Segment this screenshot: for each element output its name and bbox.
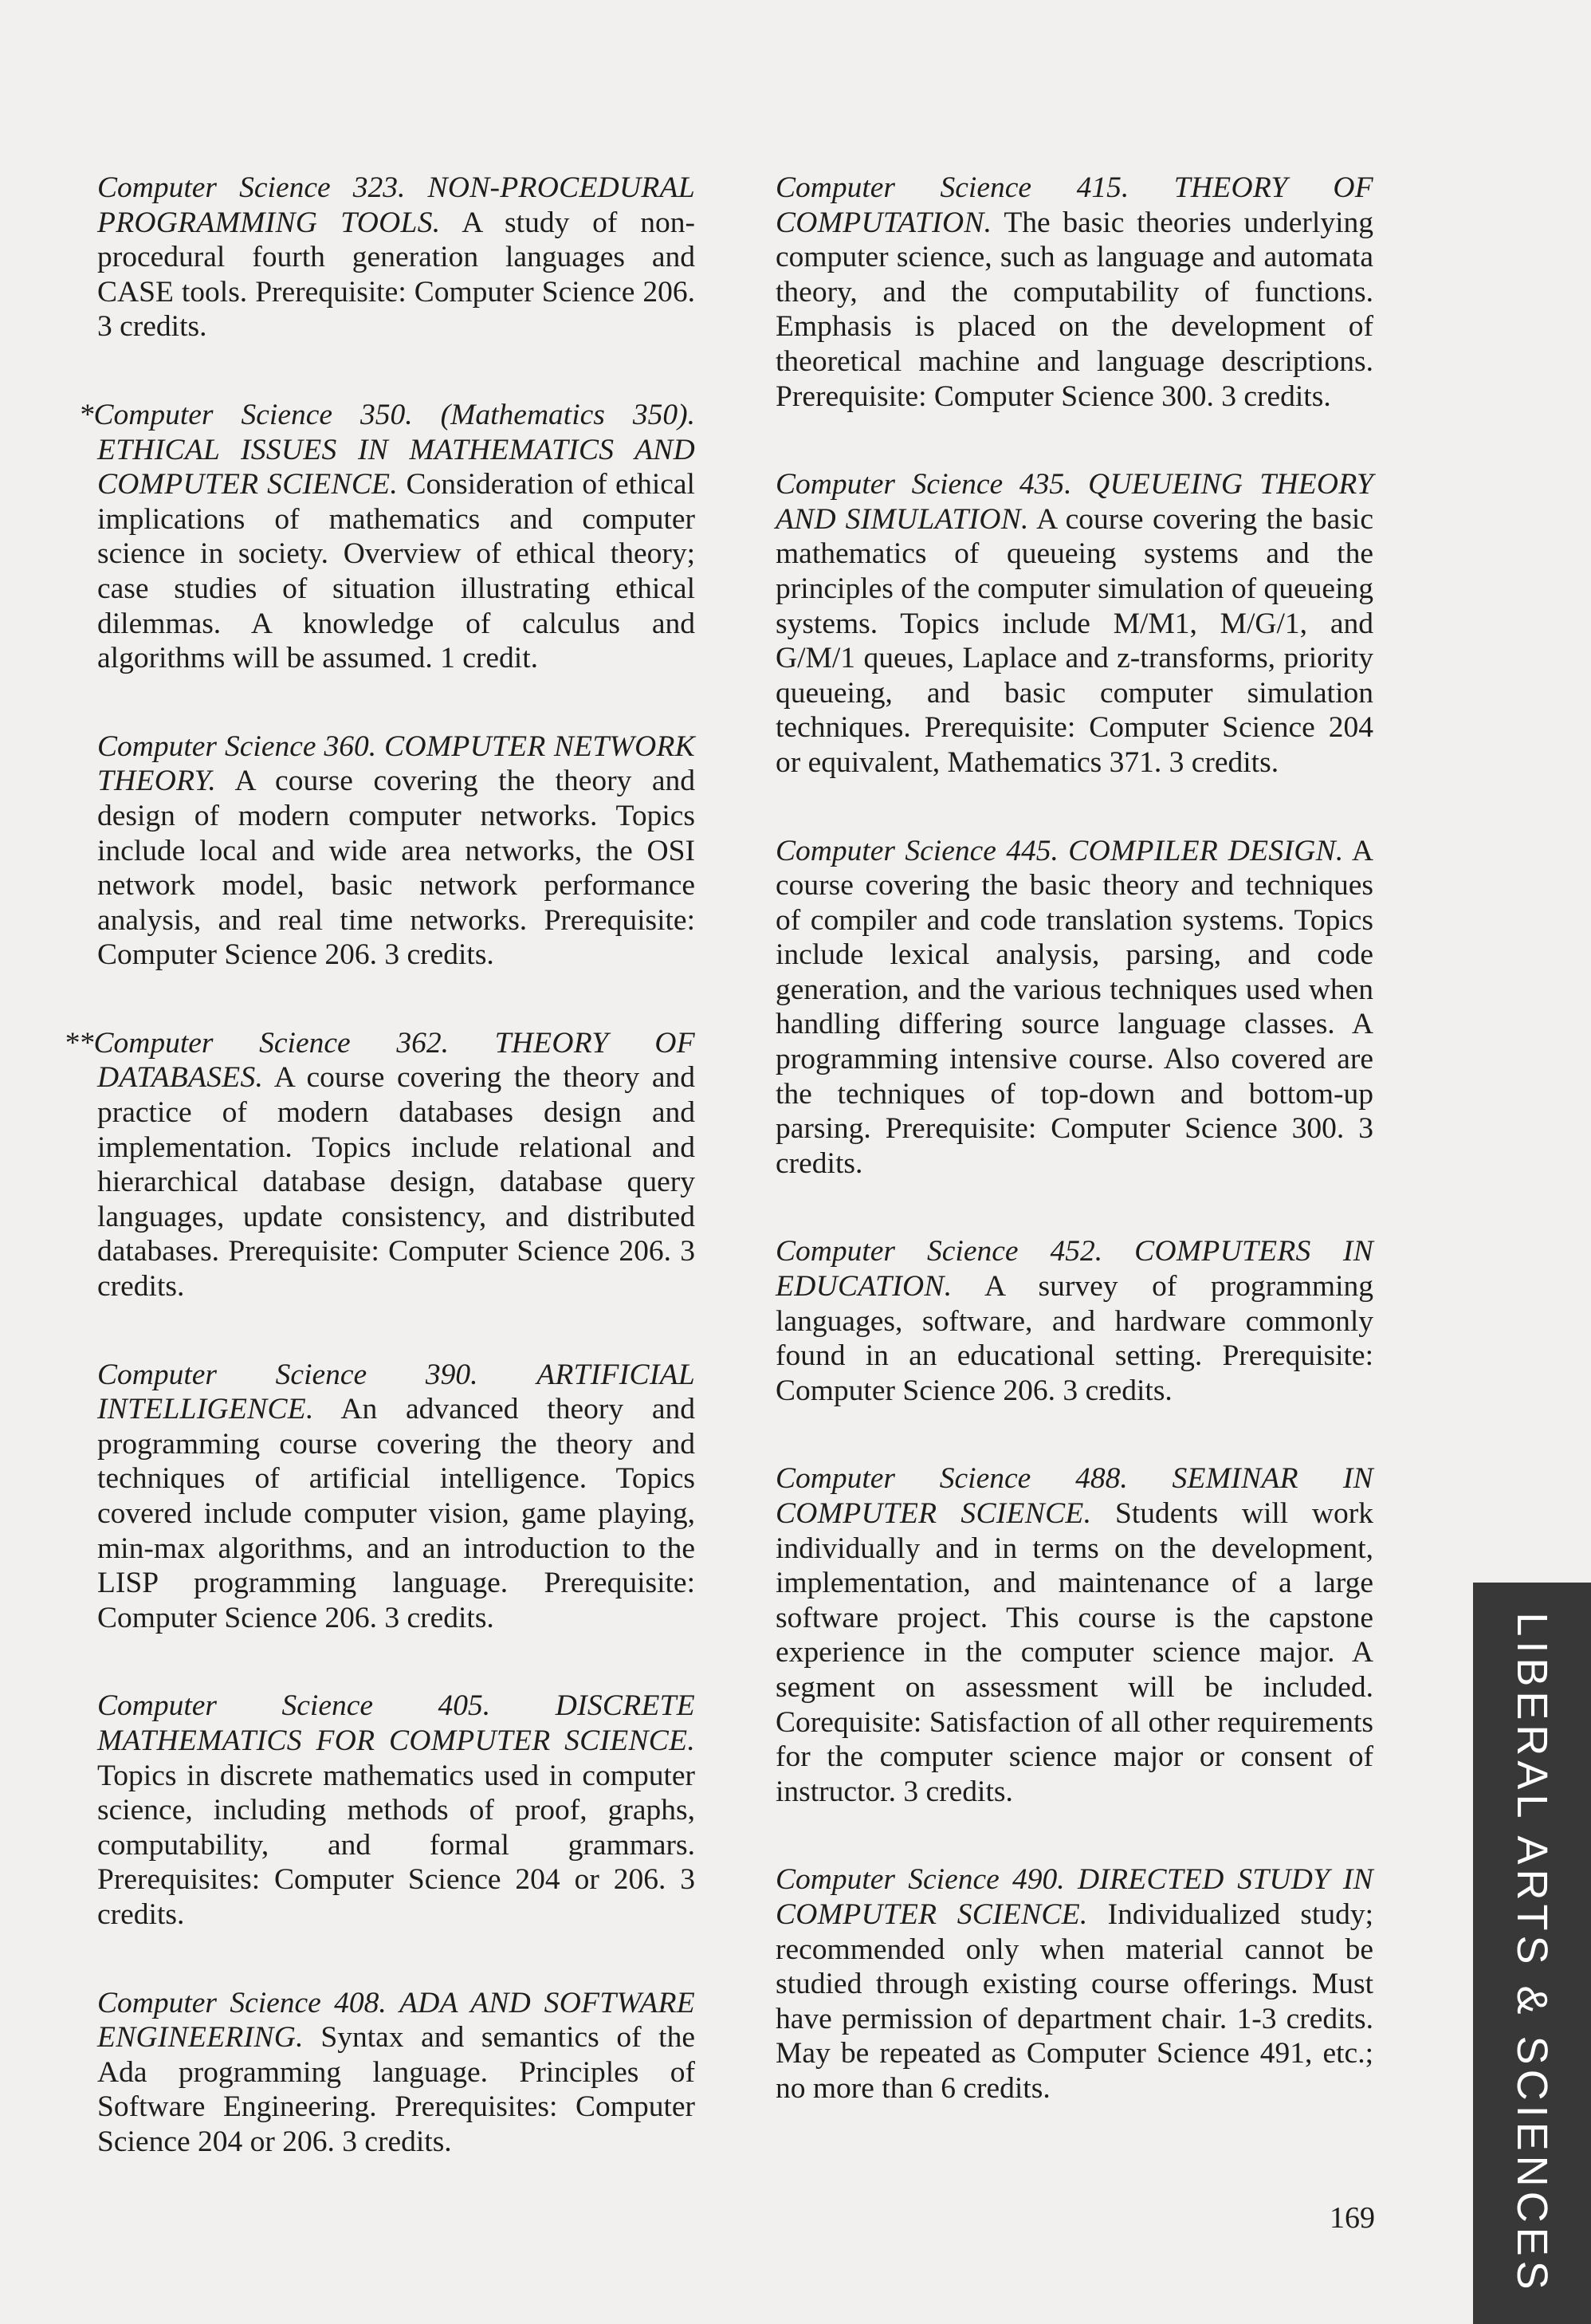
course-number: Computer Science 488.	[776, 1462, 1128, 1496]
course-title: COMPILER DESIGN.	[1068, 834, 1344, 867]
course-entry-cs435	[776, 467, 1373, 780]
course-title: QUEUEING THEORY AND SIMULATION.	[776, 468, 1373, 536]
course-number: Computer Science 405.	[97, 1689, 491, 1723]
course-description: The basic theories underlying computer science, such as language and automata theory, and the computability of functions. Emphasis is placed on the development of theoretical machine and language descriptions. Prerequisite: Computer Science 300. 3 credits.	[776, 206, 1373, 413]
course-title: NON-PROCEDURAL PROGRAMMING TOOLS.	[97, 171, 695, 239]
course-number: Computer Science 408.	[97, 1986, 387, 2019]
section-side-tab	[1473, 1583, 1591, 2324]
course-title: COMPUTERS IN EDUCATION.	[776, 1235, 1374, 1304]
course-entry-cs488	[776, 1461, 1373, 1809]
course-number: Computer Science 435.	[776, 468, 1072, 501]
course-title: THEORY OF COMPUTATION.	[776, 171, 1374, 239]
course-description: A course covering the basic mathematics of queueing systems and the principles of the computer simulation of queueing systems. Topics include M/M1, M/G/1, and G/M/1 queues, Laplace and z-transforms, priority queueing, and basic computer simulation techniques. Prerequisite: Computer Science 204 or equivalent, Mathematics 371. 3 credits.	[776, 502, 1373, 779]
course-title: DISCRETE MATHEMATICS FOR COMPUTER SCIENCE.	[97, 1689, 696, 1757]
course-entry-cs490	[776, 1862, 1373, 2106]
course-number: Computer Science 445.	[776, 834, 1059, 867]
course-title: ETHICAL ISSUES IN MATHEMATICS AND COMPUTER SCIENCE.	[97, 433, 695, 501]
course-description: Individualized study; recommended only when material cannot be studied through existing course offerings. Must have permission of department chair. 1-3 credits. May be repeated as Computer Science 491, etc.; no more than 6 credits.	[776, 1897, 1374, 2105]
course-title: SEMINAR IN COMPUTER SCIENCE.	[776, 1462, 1373, 1530]
course-description: Students will work individually and in terms on the development, implementation, and maintenance of a large software project. This course is the capstone experience in the computer science major. A segment on assessment will be included. Corequisite: Satisfaction of all other requirements for the computer science major or consent of instructor. 3 credits.	[776, 1497, 1373, 1808]
course-description: An advanced theory and programming course covering the theory and techniques of artificial intelligence. Topics covered include computer vision, game playing, min-max algorithms, and an introduction to the LISP programming language. Prerequisite: Computer Science 206. 3 credits.	[97, 1393, 695, 1634]
course-entry-cs445	[776, 834, 1373, 1182]
course-entry-cs415	[776, 171, 1373, 414]
course-number: Computer Science 350. (Mathematics 350).	[93, 398, 695, 431]
course-description: A course covering the theory and practice of modern databases design and implementation. Topics include relational and hierarchical database design, database query languages, update consistency, and distributed databases. Prerequisite: Computer Science 206. 3 credits.	[97, 1061, 695, 1304]
course-entry-cs323	[97, 171, 695, 344]
course-entry-cs362	[64, 1026, 696, 1304]
course-entry-cs408	[97, 1986, 695, 2160]
course-number: Computer Science 390.	[97, 1358, 478, 1391]
course-description: Syntax and semantics of the Ada programming language. Principles of Software Engineering. Prerequisites: Computer Science 204 or 206. 3 credits.	[97, 2021, 695, 2158]
course-number: Computer Science 452.	[776, 1235, 1103, 1268]
section-tab-label: LIBERAL ARTS & SCIENCES	[1508, 1612, 1556, 2295]
course-description: A course covering the basic theory and techniques of compiler and code translation systems. Topics include lexical analysis, parsing, and code generation, and the various techniques used when handling differing source language classes. A programming intensive course. Also covered are the techniques of top-down and bottom-up parsing. Prerequisite: Computer Science 300. 3 credits.	[776, 834, 1373, 1180]
course-title: DIRECTED STUDY IN COMPUTER SCIENCE.	[776, 1863, 1373, 1931]
course-number: Computer Science 362.	[93, 1026, 449, 1060]
course-description: Topics in discrete mathematics used in computer science, including methods of proof, graphs, computability, and formal grammars. Prerequisites: Computer Science 204 or 206. 3 credits.	[97, 1759, 695, 1931]
course-number: Computer Science 360.	[97, 729, 377, 763]
course-entry-cs350	[78, 398, 695, 676]
course-entry-cs360	[97, 729, 695, 973]
course-entry-cs452	[776, 1234, 1373, 1408]
course-number: Computer Science 323.	[97, 171, 406, 204]
course-title: THEORY OF DATABASES.	[97, 1026, 696, 1095]
page-number: 169	[1330, 2201, 1375, 2235]
course-title: ARTIFICIAL INTELLIGENCE.	[97, 1358, 696, 1426]
course-description: A study of non-procedural fourth generation languages and CASE tools. Prerequisite: Computer Science 206. 3 credits.	[97, 206, 695, 344]
right-column	[776, 171, 1373, 2160]
course-description: A course covering the theory and design of modern computer networks. Topics include local and wide area networks, the OSI network model, basic network performance analysis, and real time networks. Prerequisite: Computer Science 206. 3 credits.	[97, 765, 695, 972]
course-description: A survey of programming languages, software, and hardware commonly found in an educational setting. Prerequisite: Computer Science 206. 3 credits.	[776, 1270, 1373, 1407]
course-description: Consideration of ethical implications of mathematics and computer science in society. Overview of ethical theory; case studies of situation illustrating ethical dilemmas. A knowledge of calculus and algorithms will be assumed. 1 credit.	[97, 468, 695, 675]
course-title: COMPUTER NETWORK THEORY.	[97, 729, 695, 798]
footnote-marker: *	[78, 398, 94, 431]
course-title: ADA AND SOFTWARE ENGINEERING.	[97, 1986, 696, 2055]
course-entry-cs405	[97, 1689, 695, 1932]
left-column	[64, 171, 696, 2213]
footnote-marker: **	[64, 1026, 94, 1060]
course-number: Computer Science 415.	[776, 171, 1129, 204]
course-number: Computer Science 490.	[776, 1863, 1065, 1897]
course-entry-cs390	[97, 1358, 695, 1636]
